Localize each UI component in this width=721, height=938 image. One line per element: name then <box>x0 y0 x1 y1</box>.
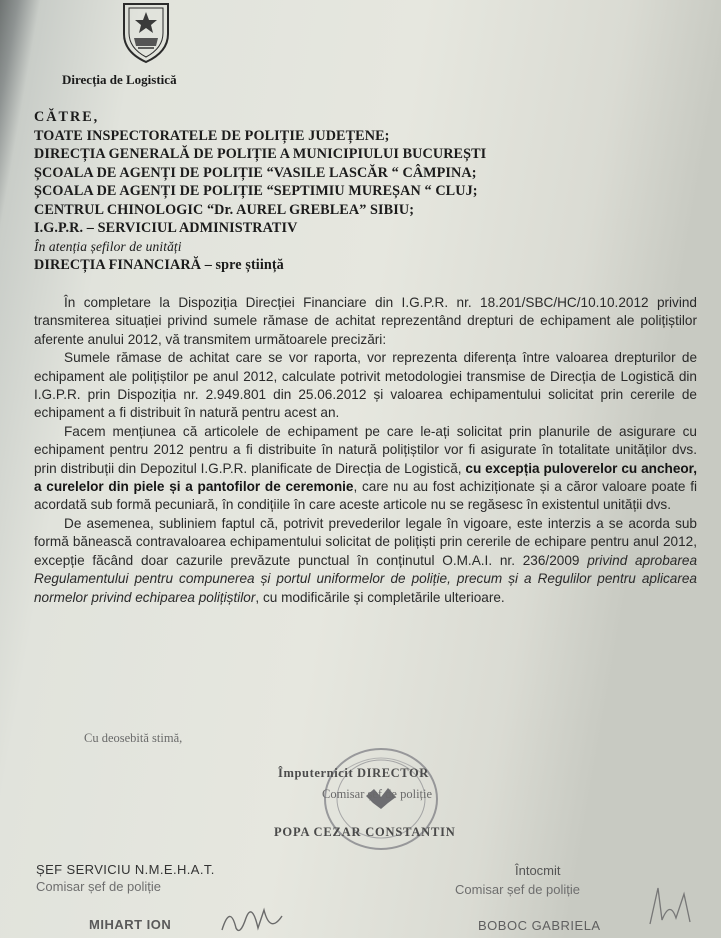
letter-body <box>34 294 697 607</box>
recipient-line: ȘCOALA DE AGENȚI DE POLIȚIE “SEPTIMIU MUREȘAN “ CLUJ; <box>34 183 478 199</box>
attention-line: În atenția șefilor de unități <box>34 238 182 254</box>
closing-line: Cu deosebită stimă, <box>84 731 183 745</box>
recipient-line: TOATE INSPECTORATELE DE POLIȚIE JUDEȚENE; <box>34 127 390 144</box>
handwritten-signature-icon <box>640 880 700 930</box>
left-signatory-rank: Comisar șef de poliție <box>36 879 161 894</box>
director-name: POPA CEZAR CONSTANTIN <box>274 825 456 839</box>
paragraph-3-tail: , care nu au fost achiziționate și a căror valoare poate fi acordată sub formă pecuniară, în condițiile în care aceste articole nu se regăsesc în existentul unității dvs. <box>34 479 698 513</box>
left-signatory-title: ȘEF SERVICIU N.M.E.H.A.T. <box>36 862 215 877</box>
recipient-line: ȘCOALA DE AGENȚI DE POLIȚIE “VASILE LASCĂR “ CÂMPINA; <box>34 164 477 181</box>
right-signatory-name: BOBOC GABRIELA <box>478 918 601 933</box>
right-signatory-title: Întocmit <box>515 863 561 878</box>
paragraph-4 <box>34 515 697 607</box>
police-crest-icon <box>112 0 180 64</box>
paragraph-2: Sumele rămase de achitat care se vor raporta, vor reprezenta diferența între valoarea drepturilor de echipament ale polițiștilor pe anul 2012, calculate potrivit metodologiei transmise de Direcția de Logistică din I.G.P.R. prin Dispoziția nr. 2.949.801 din 25.06.2012 și valoarea echipamentului solicitat prin cererile de echipament a fi distribuit în natură pentru acest an. <box>34 350 697 421</box>
recipients-block <box>34 108 486 275</box>
recipients-to-label: CĂTRE, <box>34 109 100 125</box>
paragraph-3-text: Facem mențiunea că articolele de echipament pe care le-ați solicitat prin planurile de asigurare cu echipament pentru 2012 pentru a fi distribuite în natură polițiștilor vor fi asigurate în totalitate unităților dvs. prin distribuții din Depozitul I.G.P.R. planificate de Direcția de Logistică, <box>34 423 697 476</box>
director-title: Împuternicit DIRECTOR <box>278 766 429 780</box>
paragraph-1: În completare la Dispoziția Direcției Financiare din I.G.P.R. nr. 18.201/SBC/HC/10.10.2012 privind transmiterea situației privind sumele rămase de achitat reprezentând drepturi de echipament ale polițiștilor aferente anului 2012, vă transmitem următoarele precizări: <box>34 295 697 347</box>
recipient-line: DIRECȚIA GENERALĂ DE POLIȚIE A MUNICIPIULUI BUCUREȘTI <box>34 146 487 162</box>
paragraph-3 <box>34 423 697 515</box>
recipient-line: CENTRUL CHINOLOGIC “Dr. AUREL GREBLEA” SIBIU; <box>34 201 415 218</box>
cc-line: DIRECȚIA FINANCIARĂ – spre știință <box>34 257 284 273</box>
handwritten-signature-icon <box>218 898 288 938</box>
director-rank: Comisar șef de poliție <box>322 787 433 801</box>
paragraph-4-tail: , cu modificările și completările ulterioare. <box>255 589 505 605</box>
recipient-line: I.G.P.R. – SERVICIUL ADMINISTRATIV <box>34 220 298 236</box>
left-signatory-name: MIHART ION <box>89 917 172 932</box>
paragraph-3-emphasis: cu excepția puloverelor cu ancheor, a curelelor din piele și a pantofilor de ceremonie <box>34 460 697 495</box>
paragraph-4-text: De asemenea, subliniem faptul că, potrivit prevederilor legale în vigoare, este interzis a se acorda sub formă bănească contravaloarea echipamentului solicitat de polițiști prin cererile de echipare pentru anul 2012, excepție făcând doar cazurile prevăzute punctual în conținutul O.M.A.I. nr. 236/2009 <box>34 515 697 568</box>
right-signatory-rank: Comisar șef de poliție <box>455 882 580 897</box>
department-name: Direcția de Logistică <box>62 72 177 87</box>
paragraph-4-italic: privind aprobarea Regulamentului pentru compunerea și portul uniformelor de poliție, precum și a Regulilor pentru aplicarea normelor privind echiparea polițiștilor <box>34 552 698 605</box>
